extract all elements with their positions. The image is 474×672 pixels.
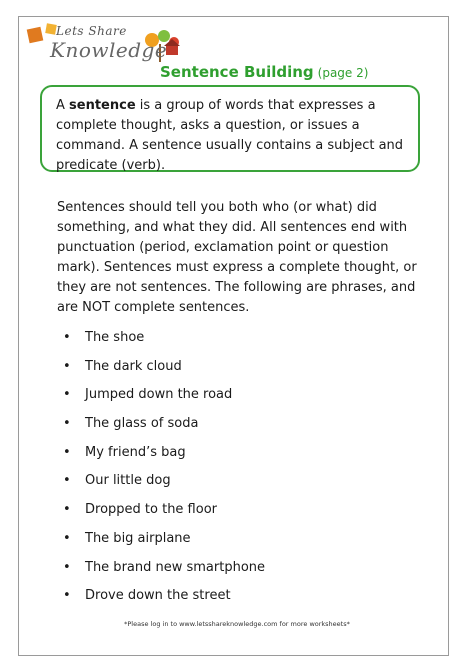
definition-text: is a group of words that expresses a complete thought, asks a question, or issues a command. A sentence usually contains a subject and predicate (verb). <box>56 98 404 173</box>
phrase-text: The brand new smartphone <box>85 559 266 575</box>
list-item <box>63 586 265 615</box>
title-main: Sentence Building <box>160 63 314 81</box>
bullet-icon: • <box>63 502 71 518</box>
definition-keyword: sentence <box>69 98 136 113</box>
list-item <box>63 471 265 500</box>
phrase-text: Our little dog <box>85 473 171 489</box>
phrase-text: The big airplane <box>85 530 191 546</box>
footer-note: *Please log in to www.letsshareknowledge.com for more worksheets* <box>124 620 350 628</box>
phrase-text: Drove down the street <box>85 588 231 604</box>
list-item <box>63 357 265 386</box>
bullet-icon: • <box>63 330 71 345</box>
phrase-text: My friend’s bag <box>85 444 186 460</box>
list-item <box>63 558 265 587</box>
bullet-icon: • <box>63 530 71 546</box>
bullet-icon: • <box>63 559 71 575</box>
phrase-text: Jumped down the road <box>85 387 233 403</box>
phrase-list <box>63 328 265 615</box>
logo-line1: Lets Share <box>56 24 127 38</box>
bullet-icon: • <box>63 588 71 604</box>
page-title <box>160 62 368 81</box>
list-item <box>63 385 265 414</box>
bullet-icon: • <box>63 473 71 489</box>
list-item <box>63 529 265 558</box>
list-item <box>63 443 265 472</box>
definition-box <box>40 85 420 172</box>
phrase-text: The shoe <box>85 330 145 345</box>
phrase-text: Dropped to the floor <box>85 502 217 518</box>
title-sub: (page 2) <box>317 66 369 80</box>
bullet-icon: • <box>63 416 71 432</box>
definition-prefix: A <box>56 98 70 113</box>
phrase-text: The glass of soda <box>85 416 199 432</box>
list-item <box>63 500 265 529</box>
logo-line2: Knowledge <box>50 38 168 62</box>
bullet-icon: • <box>63 444 71 460</box>
explanation-paragraph: Sentences should tell you both who (or what) did something, and what they did. All sentences end with punctuation (period, exclamation point or question mark). Sentences must express a complete thought, or they are not sentences. The following are phrases, and are NOT complete sentences. <box>57 200 417 315</box>
bullet-icon: • <box>63 358 71 374</box>
list-item <box>63 328 265 357</box>
phrase-text: The dark cloud <box>85 358 182 374</box>
list-item <box>63 414 265 443</box>
bullet-icon: • <box>63 387 71 403</box>
